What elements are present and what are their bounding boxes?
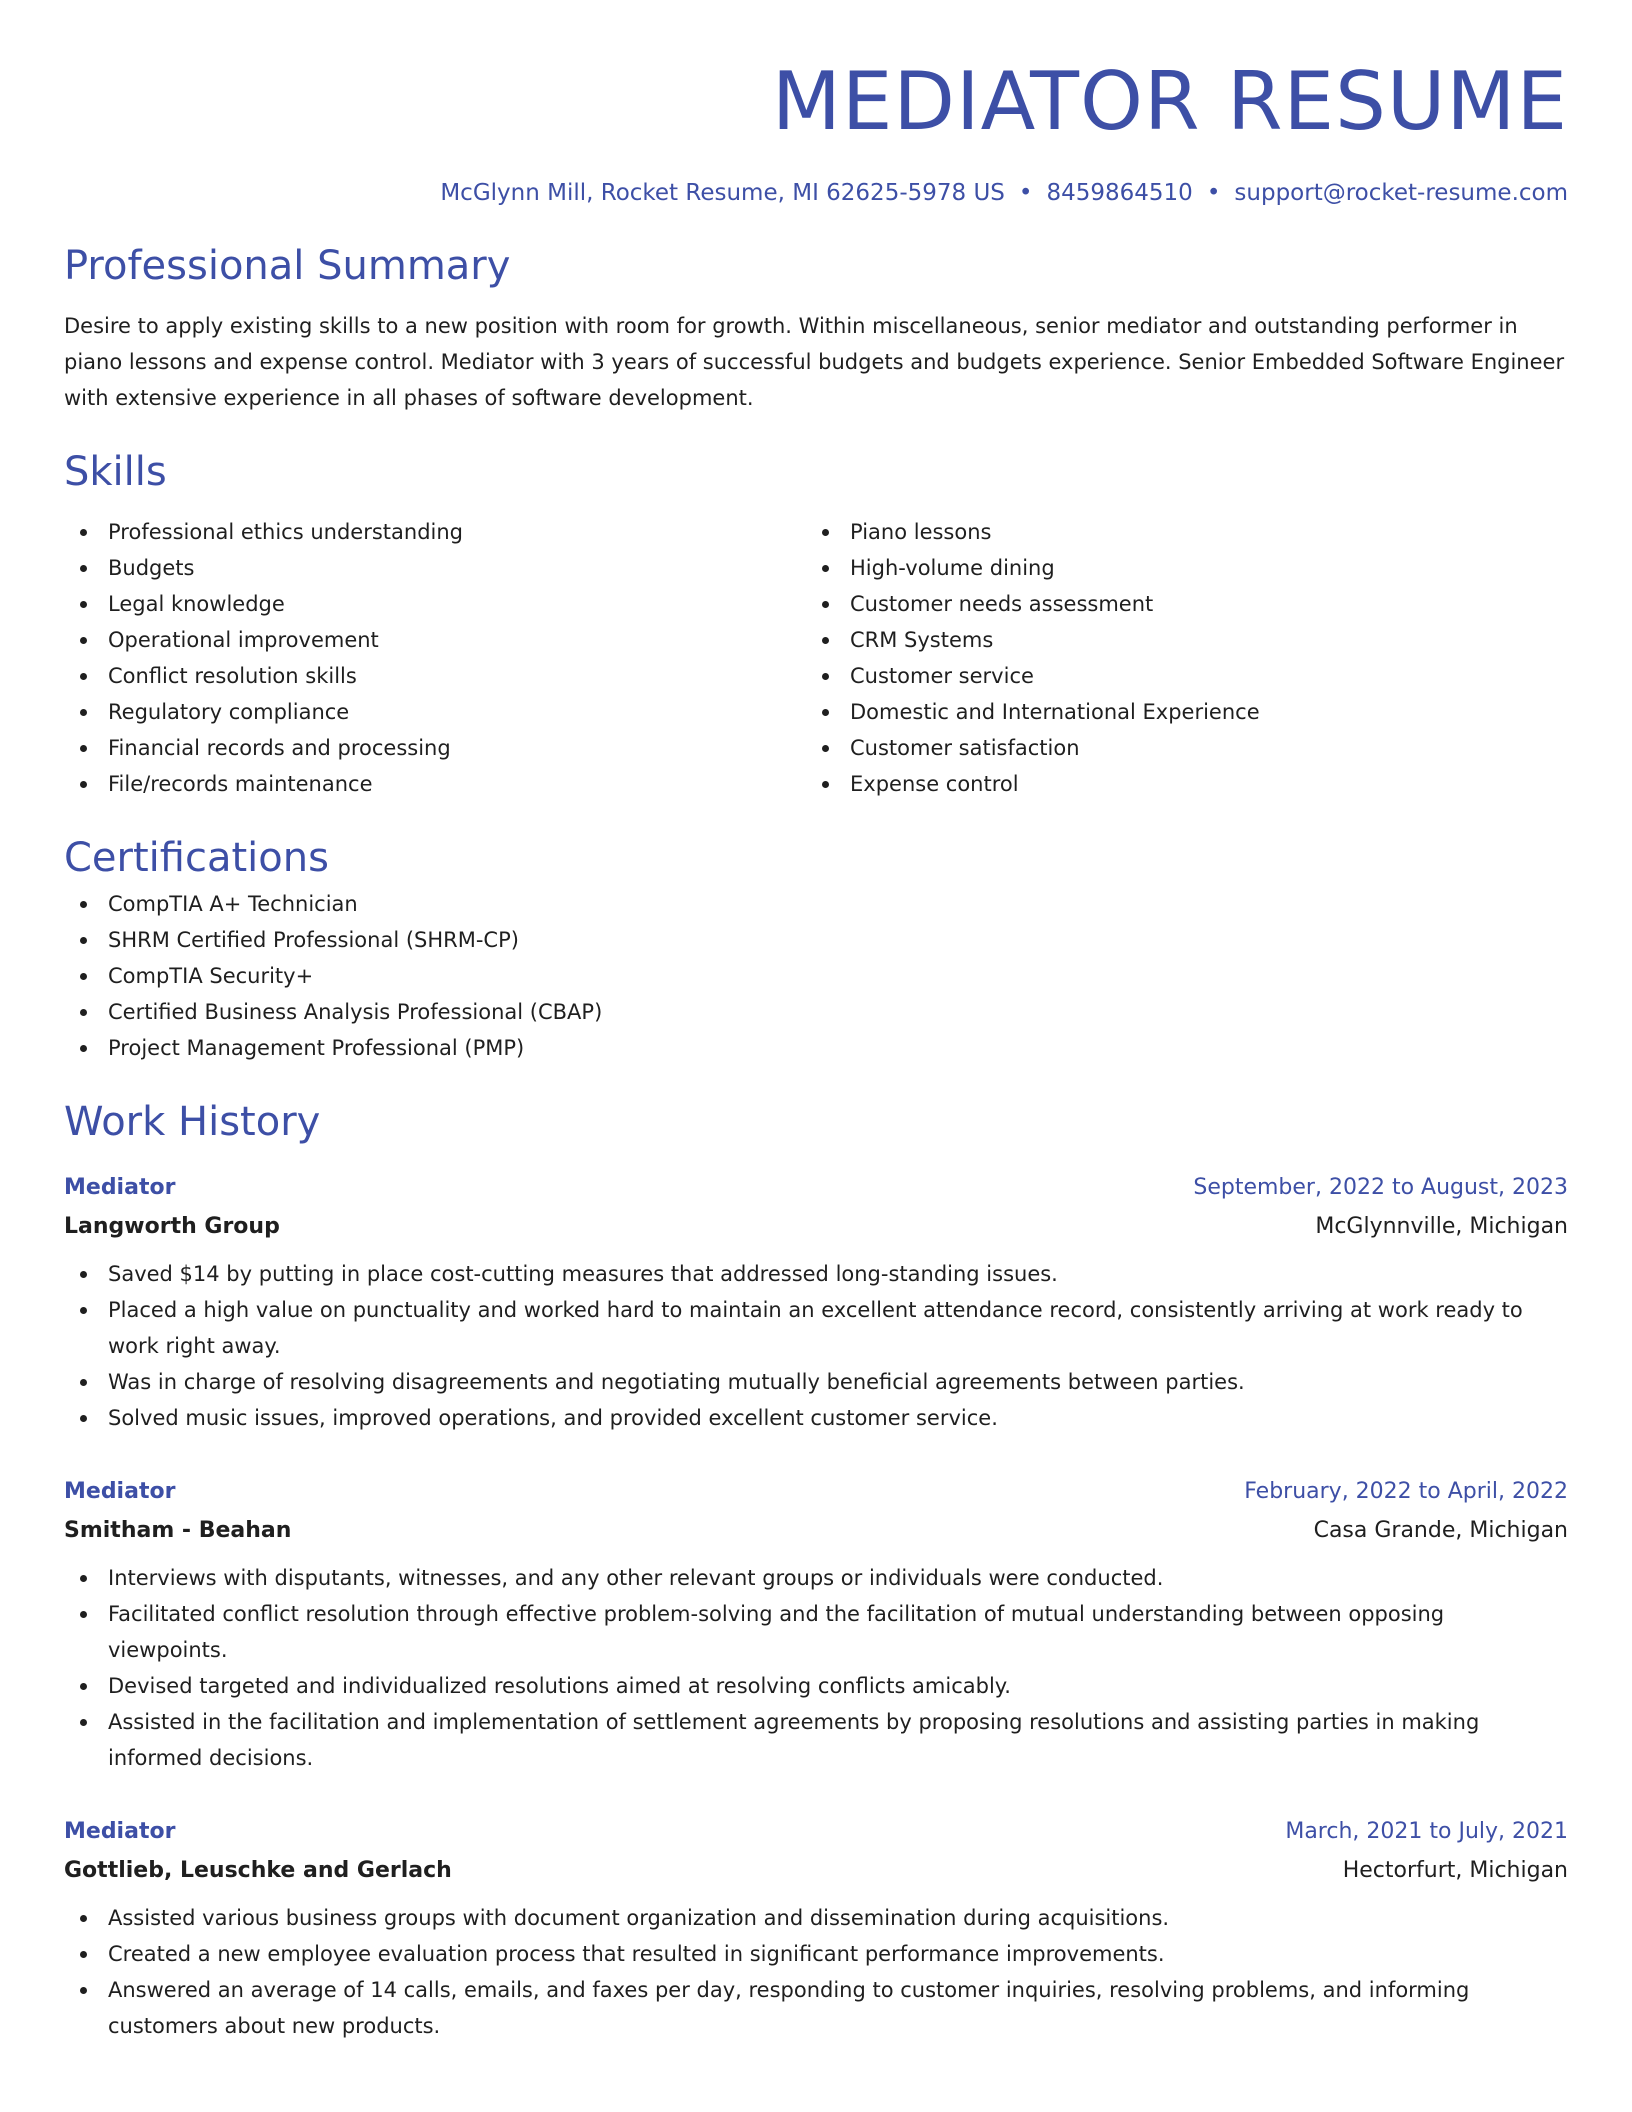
job-company-row — [64, 1850, 1568, 1892]
job-location: McGlynnville, Michigan — [1315, 1214, 1568, 1239]
skill-item: CRM Systems — [806, 622, 1548, 658]
summary-text: Desire to apply existing skills to a new position with room for growth. Within miscellaneous, senior mediator and outstanding performer in piano lessons and expense control. Mediator with 3 years of successful budgets and budgets experience. Senior Embedded Software Engineer with extensive experience in all phases of software development. — [64, 314, 1565, 410]
job-company: Gottlieb, Leuschke and Gerlach — [64, 1858, 452, 1883]
job-title: Mediator — [64, 1819, 176, 1844]
certifications-heading: Certifications — [64, 835, 329, 881]
job-company-row — [64, 1510, 1568, 1552]
skill-item: Professional ethics understanding — [64, 514, 806, 550]
skill-item: Piano lessons — [806, 514, 1548, 550]
skill-item: Domestic and International Experience — [806, 694, 1548, 730]
skill-item: Regulatory compliance — [64, 694, 806, 730]
job-entry — [64, 1474, 1568, 1776]
contact-email[interactable]: support@rocket-resume.com — [1234, 180, 1568, 206]
job-dates: February, 2022 to April, 2022 — [1244, 1479, 1568, 1504]
job-bullets — [64, 1560, 1568, 1776]
job-bullet: Saved $14 by putting in place cost-cutting measures that addressed long-standing issues. — [64, 1256, 1568, 1292]
resume-page — [64, 0, 1568, 2044]
skill-item: Financial records and processing — [64, 730, 806, 766]
certification-item: Certified Business Analysis Professional (CBAP) — [64, 994, 1568, 1030]
certification-item: Project Management Professional (PMP) — [64, 1030, 1568, 1066]
skills-list-left — [64, 514, 806, 802]
skill-item: Customer needs assessment — [806, 586, 1548, 622]
job-title-row — [64, 1474, 1568, 1510]
certification-item: CompTIA Security+ — [64, 958, 1568, 994]
contact-separator: • — [1206, 180, 1221, 206]
skill-item: Customer service — [806, 658, 1548, 694]
work-history-heading: Work History — [64, 1099, 321, 1145]
job-bullet: Interviews with disputants, witnesses, and any other relevant groups or individuals were conducted. — [64, 1560, 1568, 1596]
skill-item: Expense control — [806, 766, 1548, 802]
skill-item: Legal knowledge — [64, 586, 806, 622]
job-bullet: Placed a high value on punctuality and worked hard to maintain an excellent attendance record, consistently arriving at work ready to work right away. — [64, 1292, 1568, 1364]
certifications-list — [64, 886, 1568, 1066]
job-title-row — [64, 1814, 1568, 1850]
job-bullet: Was in charge of resolving disagreements and negotiating mutually beneficial agreements between parties. — [64, 1364, 1568, 1400]
contact-separator: • — [1018, 180, 1033, 206]
summary-heading: Professional Summary — [64, 243, 511, 289]
job-bullet: Solved music issues, improved operations, and provided excellent customer service. — [64, 1400, 1568, 1436]
job-bullets — [64, 1900, 1568, 2044]
job-bullets — [64, 1256, 1568, 1436]
job-bullet: Devised targeted and individualized resolutions aimed at resolving conflicts amicably. — [64, 1668, 1568, 1704]
job-entry — [64, 1814, 1568, 2044]
job-bullet: Facilitated conflict resolution through effective problem-solving and the facilitation of mutual understanding between opposing viewpoints. — [64, 1596, 1568, 1668]
certification-item: CompTIA A+ Technician — [64, 886, 1568, 922]
skill-item: Budgets — [64, 550, 806, 586]
skill-item: High-volume dining — [806, 550, 1548, 586]
job-dates: September, 2022 to August, 2023 — [1193, 1175, 1568, 1200]
job-bullet: Answered an average of 14 calls, emails, and faxes per day, responding to customer inquiries, resolving problems, and informing customers about new products. — [64, 1972, 1568, 2044]
job-bullet: Assisted various business groups with document organization and dissemination during acquisitions. — [64, 1900, 1568, 1936]
contact-address: McGlynn Mill, Rocket Resume, MI 62625-5978 US — [440, 180, 1005, 206]
job-bullet: Created a new employee evaluation process that resulted in significant performance improvements. — [64, 1936, 1568, 1972]
skill-item: File/records maintenance — [64, 766, 806, 802]
job-dates: March, 2021 to July, 2021 — [1285, 1819, 1568, 1844]
contact-line — [64, 176, 1568, 210]
job-bullet: Assisted in the facilitation and implementation of settlement agreements by proposing resolutions and assisting parties in making informed decisions. — [64, 1704, 1568, 1776]
skill-item: Operational improvement — [64, 622, 806, 658]
skills-list-right — [806, 514, 1548, 802]
skill-item: Conflict resolution skills — [64, 658, 806, 694]
skill-item: Customer satisfaction — [806, 730, 1548, 766]
job-company-row — [64, 1206, 1568, 1248]
job-location: Hectorfurt, Michigan — [1342, 1858, 1568, 1883]
job-company: Smitham - Beahan — [64, 1518, 292, 1543]
job-title: Mediator — [64, 1479, 176, 1504]
job-entry — [64, 1170, 1568, 1436]
skills-heading: Skills — [64, 449, 167, 495]
contact-phone: 8459864510 — [1046, 180, 1193, 206]
job-company: Langworth Group — [64, 1214, 280, 1239]
job-title: Mediator — [64, 1175, 176, 1200]
resume-title: MEDIATOR RESUME — [771, 55, 1568, 148]
certification-item: SHRM Certified Professional (SHRM-CP) — [64, 922, 1568, 958]
job-title-row — [64, 1170, 1568, 1206]
job-location: Casa Grande, Michigan — [1313, 1518, 1568, 1543]
skills-grid — [64, 514, 1568, 802]
